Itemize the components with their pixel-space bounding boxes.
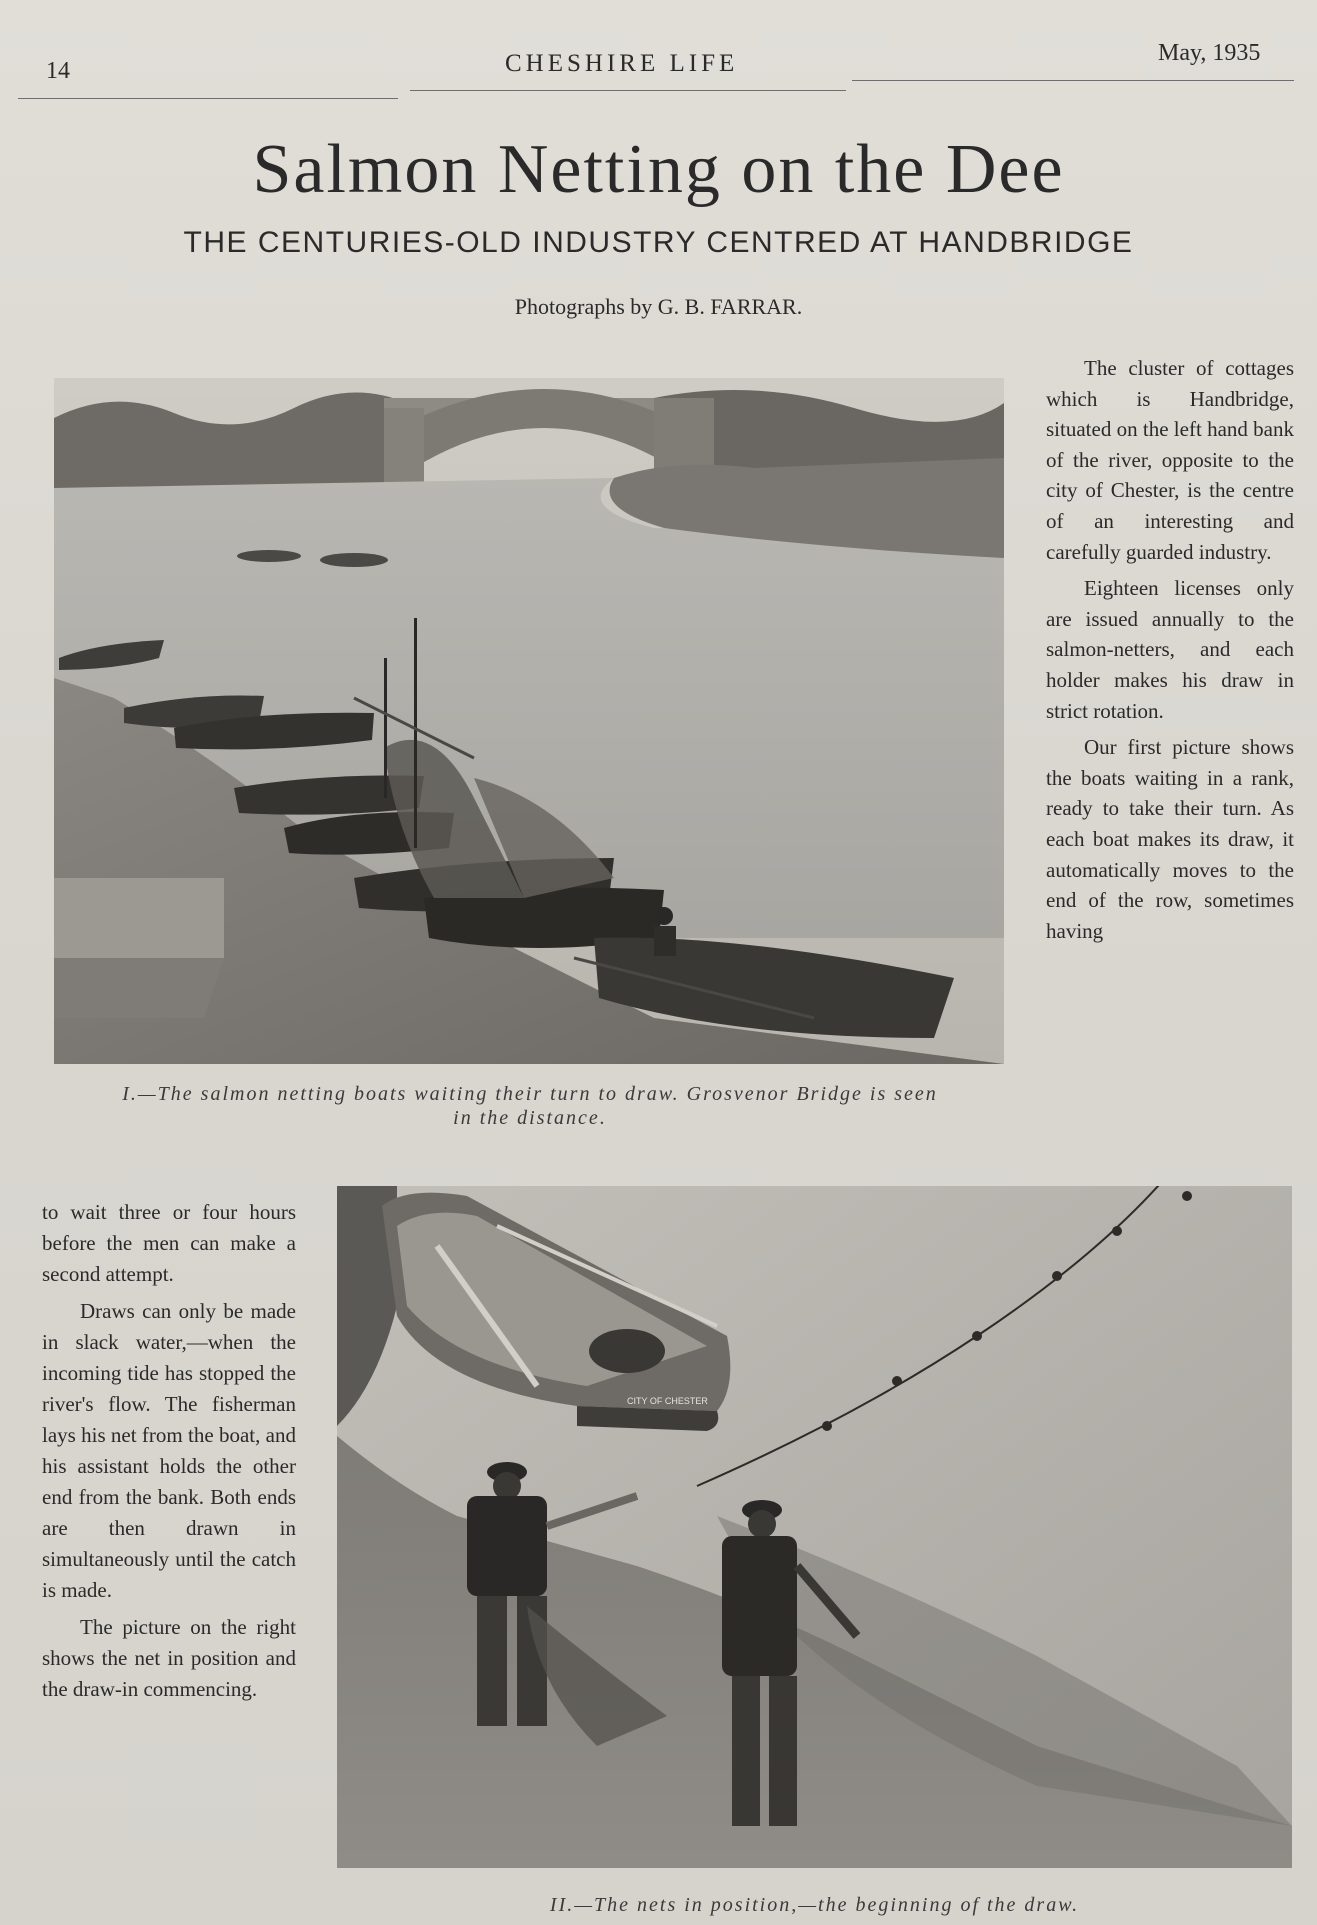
paragraph-picture-right: The picture on the right shows the net in position and the draw-in commencing. <box>42 1615 296 1701</box>
photo-credit: Photographs by G. B. FARRAR. <box>514 294 803 319</box>
photo1-caption-line2: in the distance. <box>453 1107 607 1129</box>
photo-boats-waiting-image <box>54 378 1004 1064</box>
paragraph-handbridge: The cluster of cottages which is Handbridge, situated on the left hand bank of the river, opposite to the city of Chester, is the centre of an interesting and carefully guarded industry. <box>1046 356 1294 564</box>
header-rule-center <box>410 90 846 91</box>
photo1-caption <box>50 1082 1010 1130</box>
article-subtitle: THE CENTURIES-OLD INDUSTRY CENTRED AT HANDBRIDGE <box>183 226 1134 259</box>
photo1-caption-line1: I.—The salmon netting boats waiting their turn to draw. Grosvenor Bridge is seen <box>122 1083 938 1105</box>
issue-date: May, 1935 <box>1158 40 1261 66</box>
photo2-caption: II.—The nets in position,—the beginning of the draw. <box>549 1894 1080 1916</box>
paragraph-first-picture: Our first picture shows the boats waiting in a rank, ready to take their turn. As each boat makes its draw, it automatically moves to the end of the row, sometimes having <box>1046 735 1294 943</box>
text-column-left <box>42 1197 296 1705</box>
header-rule-right <box>852 80 1294 81</box>
article-title: Salmon Netting on the Dee <box>252 131 1065 208</box>
photo-boats-waiting <box>54 378 1004 1064</box>
magazine-name: CHESHIRE LIFE <box>505 50 739 77</box>
paragraph-wait: to wait three or four hours before the men can make a second attempt. <box>42 1200 296 1286</box>
page-number: 14 <box>46 58 70 84</box>
paragraph-licenses: Eighteen licenses only are issued annually to the salmon-netters, and each holder makes his draw in strict rotation. <box>1046 576 1294 723</box>
paragraph-slack-water: Draws can only be made in slack water,—when the incoming tide has stopped the river's flow. The fisherman lays his net from the boat, and his assistant holds the other end from the bank. Both ends are then drawn in simultaneously until the catch is made. <box>42 1299 296 1602</box>
text-column-right <box>1046 353 1294 946</box>
photo-nets-in-position <box>337 1186 1292 1868</box>
boat-lettering: CITY OF CHESTER <box>627 1396 708 1406</box>
header-rule-left <box>18 98 398 99</box>
photo-nets-in-position-image <box>337 1186 1292 1868</box>
